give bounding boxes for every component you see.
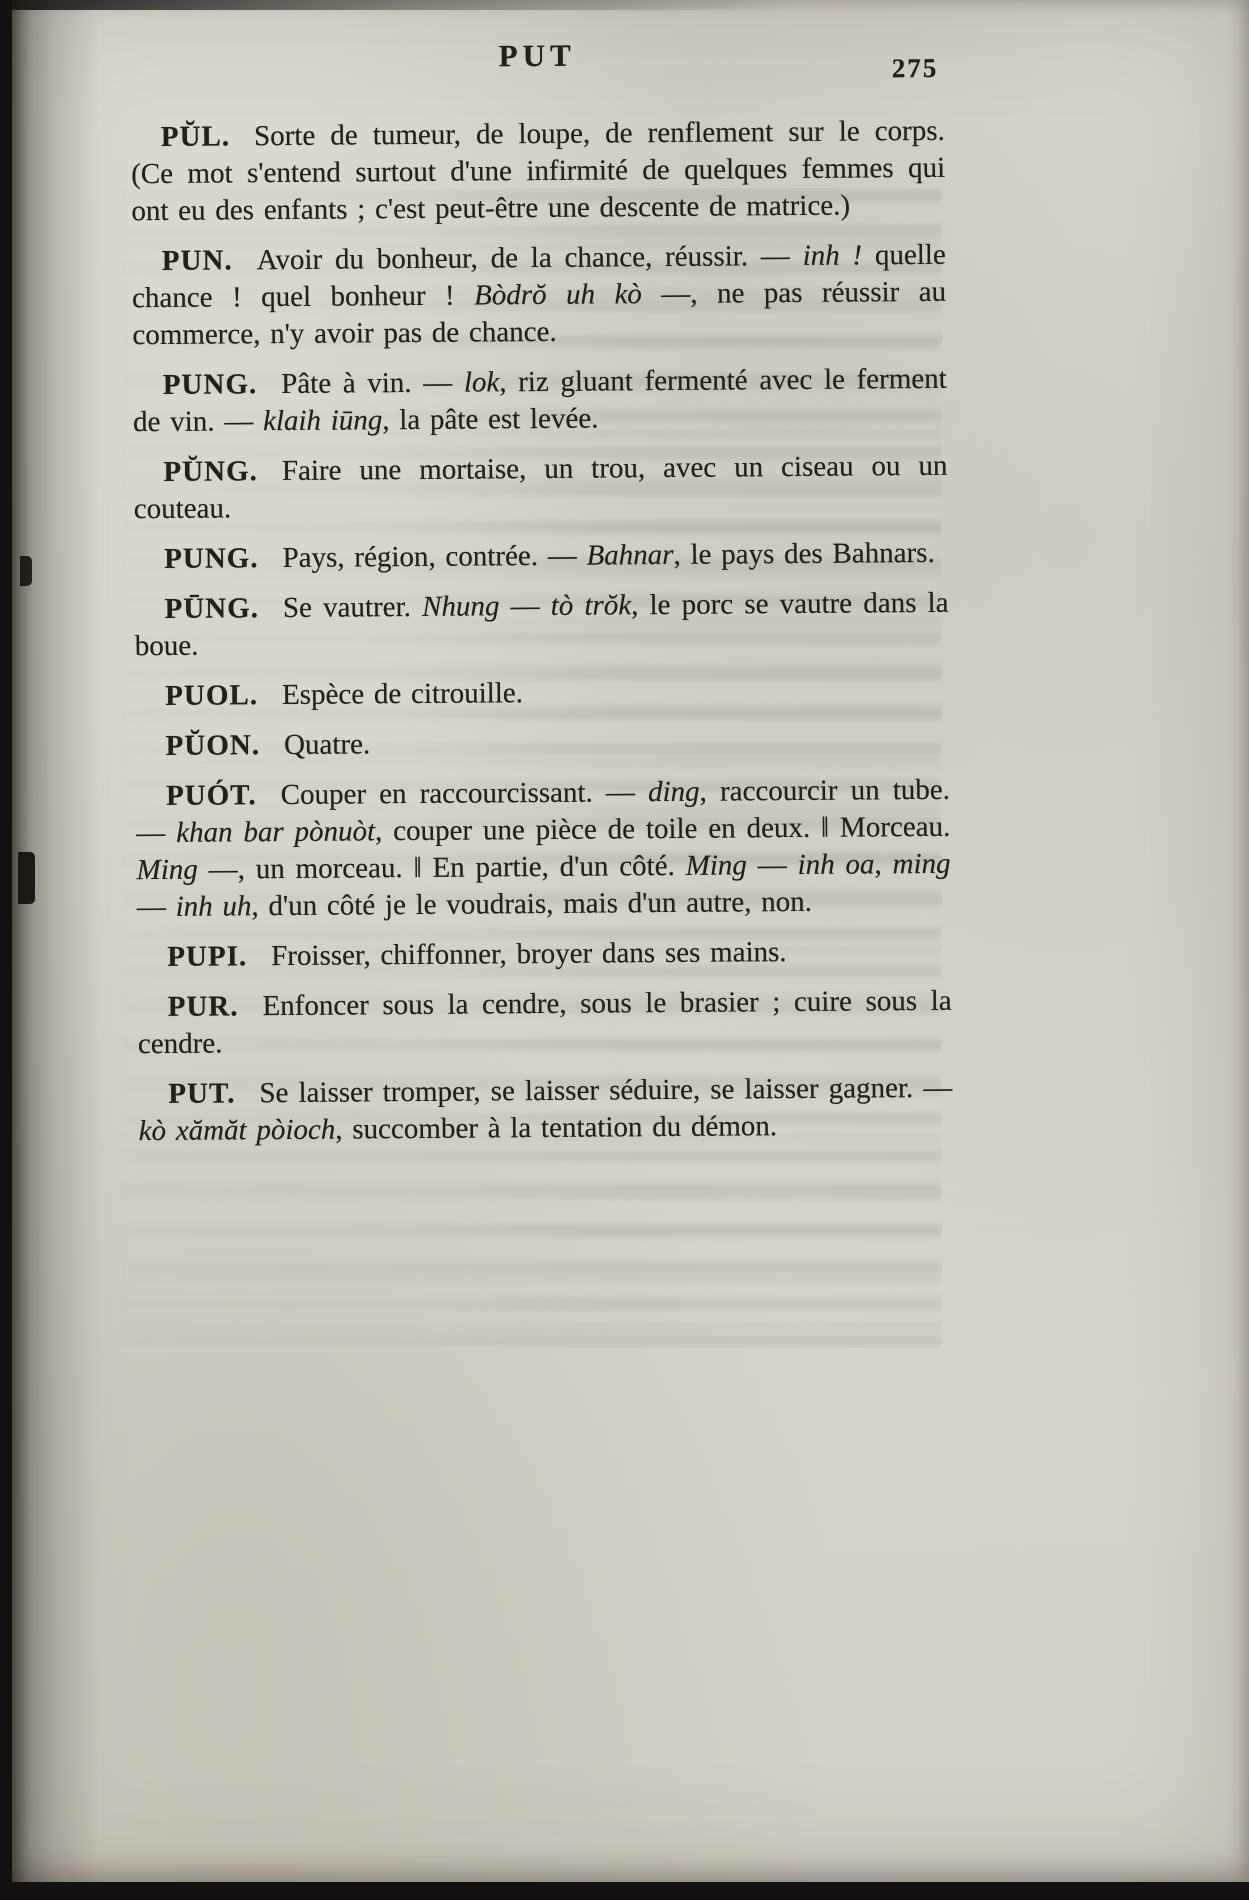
binding-mark <box>18 852 35 904</box>
entry-headword: PUN. <box>161 244 233 277</box>
entry-definition: Enfoncer sous la cendre, sous le brasier ; cuire sous la cendre. <box>137 984 952 1061</box>
entry-definition: Froisser, chiffonner, broyer dans ses mains. <box>271 936 787 973</box>
page-paper <box>12 0 1249 1882</box>
dictionary-entry <box>133 361 948 441</box>
page-content <box>130 27 953 1163</box>
entry-definition: Sorte de tumeur, de loupe, de renflement sur le corps. (Ce mot s'entend surtout d'une infirmité de quelques femmes qui ont eu des enfants ; c'est peut-être une descente de matrice.) <box>130 114 946 228</box>
entry-headword: PUÓT. <box>165 779 257 812</box>
entry-headword: PŪNG. <box>164 592 260 625</box>
dictionary-entry <box>134 585 949 665</box>
entry-headword: PUOL. <box>165 679 259 712</box>
entry-headword: PUPI. <box>167 940 248 973</box>
entry-definition: Pays, région, contrée. — Bahnar, le pays des Bahnars. <box>282 536 935 575</box>
entry-definition: Se laisser tromper, se laisser séduire, se laisser gagner. — kò xămăt pòioch, succomber à la tentation du démon. <box>138 1071 953 1148</box>
entry-definition: Pâte à vin. — lok, riz gluant fermenté avec le ferment de vin. — klaih iūng, la pâte est levée. <box>132 362 947 439</box>
dictionary-entry <box>136 772 951 926</box>
entry-headword: PŬON. <box>165 729 261 762</box>
entry-definition: Avoir du bonheur, de la chance, réussir. — inh ! quelle chance ! quel bonheur ! Bòdrŏ uh kò —, ne pas réussir au commerce, n'y avoir pas de chance. <box>131 238 947 352</box>
dictionary-entry <box>138 983 953 1063</box>
entry-headword: PŬL. <box>160 120 231 153</box>
dictionary-entry <box>137 933 951 976</box>
entry-definition: Espèce de citrouille. <box>281 677 524 712</box>
dictionary-entry <box>135 722 949 765</box>
dictionary-entry <box>135 672 949 715</box>
dictionary-entry <box>138 1070 953 1150</box>
entry-definition: Se vautrer. Nhung — tò trŏk, le porc se vautre dans la boue. <box>134 586 949 663</box>
entry-headword: PUR. <box>167 990 239 1023</box>
page-number: 275 <box>891 52 939 84</box>
dictionary-entry <box>131 113 946 230</box>
dictionary-entry <box>134 535 948 578</box>
dictionary-entry <box>133 448 948 528</box>
entry-headword: PŬNG. <box>163 455 259 488</box>
binding-gutter-shadow <box>12 0 100 1882</box>
dictionary-entries <box>131 113 953 1150</box>
dictionary-entry <box>132 237 947 354</box>
page-header <box>130 27 945 119</box>
entry-headword: PUNG. <box>162 368 258 401</box>
running-head: PUT <box>498 37 576 74</box>
entry-headword: PUT. <box>168 1077 236 1110</box>
entry-definition: Couper en raccourcissant. — ding, raccourcir un tube. — khan bar pònuòt, couper une pièce de toile en deux. ‖ Morceau. Ming —, un morceau. ‖ En partie, d'un côté. Ming — inh oa, ming — inh uh, d'un côté je le voudrais, mais d'un autre, non. <box>136 773 951 924</box>
entry-definition: Faire une mortaise, un trou, avec un ciseau ou un couteau. <box>133 449 948 526</box>
entry-headword: PUNG. <box>164 542 259 575</box>
binding-mark <box>20 556 32 586</box>
entry-definition: Quatre. <box>283 728 371 762</box>
